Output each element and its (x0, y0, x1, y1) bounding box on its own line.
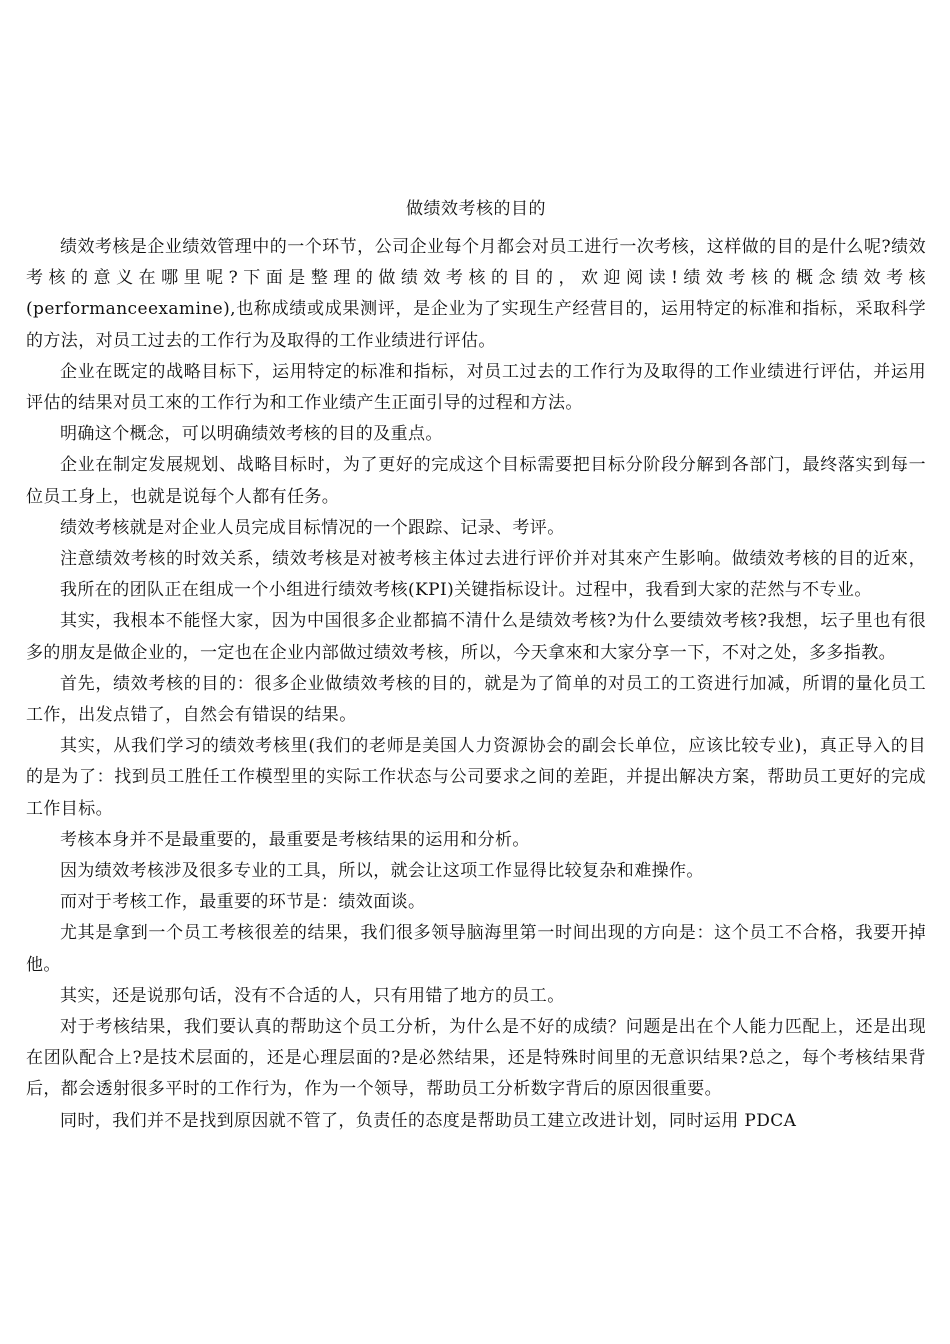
paragraph-intro: 绩效考核是企业绩效管理中的一个环节，公司企业每个月都会对员工进行一次考核，这样做的目的是什么呢?绩效考核的意义在哪里呢?下面是整理的做绩效考核的目的，欢迎阅读!绩效考核的概念绩效考核(performanceexamine),也称成绩或成果测评，是企业为了实现生产经营目的，运用特定的标准和指标，采取科学的方法，对员工过去的工作行为及取得的工作业绩进行评估。 (26, 237, 926, 351)
paragraph-timeliness: 注意绩效考核的时效关系，绩效考核是对被考核主体过去进行评价并对其來产生影响。做绩效考核的目的近來，我所在的团队正在组成一个小组进行绩效考核(KPI)关键指标设计。过程中，我看到大家的茫然与不专业。 (60, 549, 926, 601)
paragraph-purpose: 首先，绩效考核的目的：很多企业做绩效考核的目的，就是为了简单的对员工的工资进行加减，所谓的量化员工工作，出发点错了，自然会有错误的结果。 (26, 673, 926, 726)
paragraph-result-analysis: 对于考核结果，我们要认真的帮助这个员工分析，为什么是不好的成绩？问题是出在个人能力匹配上，还是出现在团队配合上?是技术层面的，还是心理层面的?是必然结果，还是特殊时间里的无意识结果?总之，每个考核结果背后，都会透射很多平时的工作行为，作为一个领导，帮助员工分析数字背后的原因很重要。 (26, 1017, 926, 1100)
paragraph-true-purpose: 其实，从我们学习的绩效考核里(我们的老师是美国人力资源协会的副会长单位，应该比较专业)，真正导入的目的是为了：找到员工胜任工作模型里的实际工作状态与公司要求之间的差距，并提出解决方案，帮助员工更好的完成工作目标。 (26, 736, 926, 819)
paragraph-right-place: 其实，还是说那句话，没有不合适的人，只有用错了地方的员工。 (60, 985, 565, 1006)
paragraph-planning: 企业在制定发展规划、战略目标时，为了更好的完成这个目标需要把目标分阶段分解到各部门，最终落实到每一位员工身上，也就是说每个人都有任务。 (26, 455, 926, 507)
paragraph-tracking: 绩效考核就是对企业人员完成目标情况的一个跟踪、记录、考评。 (60, 517, 565, 538)
paragraph-analysis: 考核本身并不是最重要的，最重要是考核结果的运用和分析。 (60, 829, 530, 850)
paragraph-poor-result: 尤其是拿到一个员工考核很差的结果，我们很多领导脑海里第一时间出现的方向是：这个员工不合格，我要开掉他。 (26, 923, 926, 975)
paragraph-definition: 企业在既定的战略目标下，运用特定的标准和指标，对员工过去的工作行为及取得的工作业绩进行评估，并运用评估的结果对员工來的工作行为和工作业绩产生正面引导的过程和方法。 (26, 361, 926, 414)
document-page (26, 192, 926, 1137)
paragraph-interview: 而对于考核工作，最重要的环节是：绩效面谈。 (60, 892, 426, 913)
document-title: 做绩效考核的目的 (406, 199, 546, 219)
paragraph-sharing: 其实，我根本不能怪大家，因为中国很多企业都搞不清什么是绩效考核?为什么要绩效考核?我想，坛子里也有很多的朋友是做企业的，一定也在企业内部做过绩效考核，所以，今天拿來和大家分享一下，不对之处，多多指教。 (26, 611, 926, 663)
paragraph-tools: 因为绩效考核涉及很多专业的工具，所以，就会让这项工作显得比较复杂和难操作。 (60, 861, 704, 882)
paragraph-concept: 明确这个概念，可以明确绩效考核的目的及重点。 (60, 424, 443, 445)
paragraph-improvement: 同时，我们并不是找到原因就不管了，负责任的态度是帮助员工建立改进计划，同时运用 PDCA (60, 1110, 797, 1131)
